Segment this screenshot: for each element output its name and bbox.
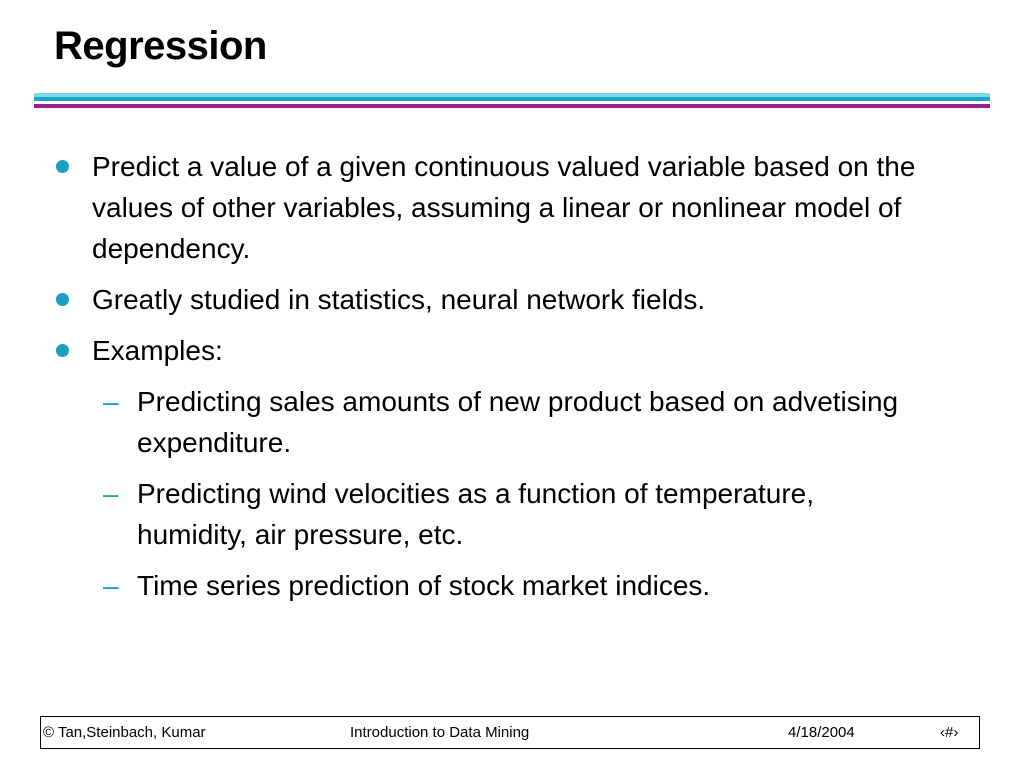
footer-date: 4/18/2004 — [788, 724, 855, 741]
dash-icon: – — [103, 478, 119, 509]
dash-icon: – — [103, 570, 119, 601]
slide-footer — [40, 716, 980, 749]
sub-bullet-text: Time series prediction of stock market indices. — [137, 570, 711, 601]
bullet-text: Predict a value of a given continuous valued variable based on the values of other variables, assuming a linear or nonlinear model of dependency. — [92, 151, 916, 264]
bullet-dot-icon — [56, 293, 69, 306]
footer-copyright: © Tan,Steinbach, Kumar — [43, 724, 206, 741]
sub-bullet-item — [0, 381, 1024, 463]
bullet-item — [0, 330, 1024, 371]
bullet-text: Examples: — [92, 335, 223, 366]
bullet-item — [0, 279, 1024, 320]
bullet-text: Greatly studied in statistics, neural network fields. — [92, 284, 706, 315]
bullet-dot-icon — [56, 344, 69, 357]
dash-icon: – — [103, 386, 119, 417]
title-divider-purple — [34, 104, 990, 108]
slide-body — [0, 146, 1024, 616]
bullet-dot-icon — [56, 160, 69, 173]
bullet-item — [0, 146, 1024, 269]
slide-title: Regression — [54, 24, 267, 68]
footer-page-number: ‹#› — [940, 724, 959, 741]
sub-bullet-text: Predicting wind velocities as a function of temperature, humidity, air pressure, etc. — [137, 478, 815, 550]
sub-bullet-item — [0, 565, 1024, 606]
sub-bullet-text: Predicting sales amounts of new product based on advetising expenditure. — [137, 386, 899, 458]
sub-bullet-item — [0, 473, 1024, 555]
footer-course-title: Introduction to Data Mining — [350, 724, 530, 741]
